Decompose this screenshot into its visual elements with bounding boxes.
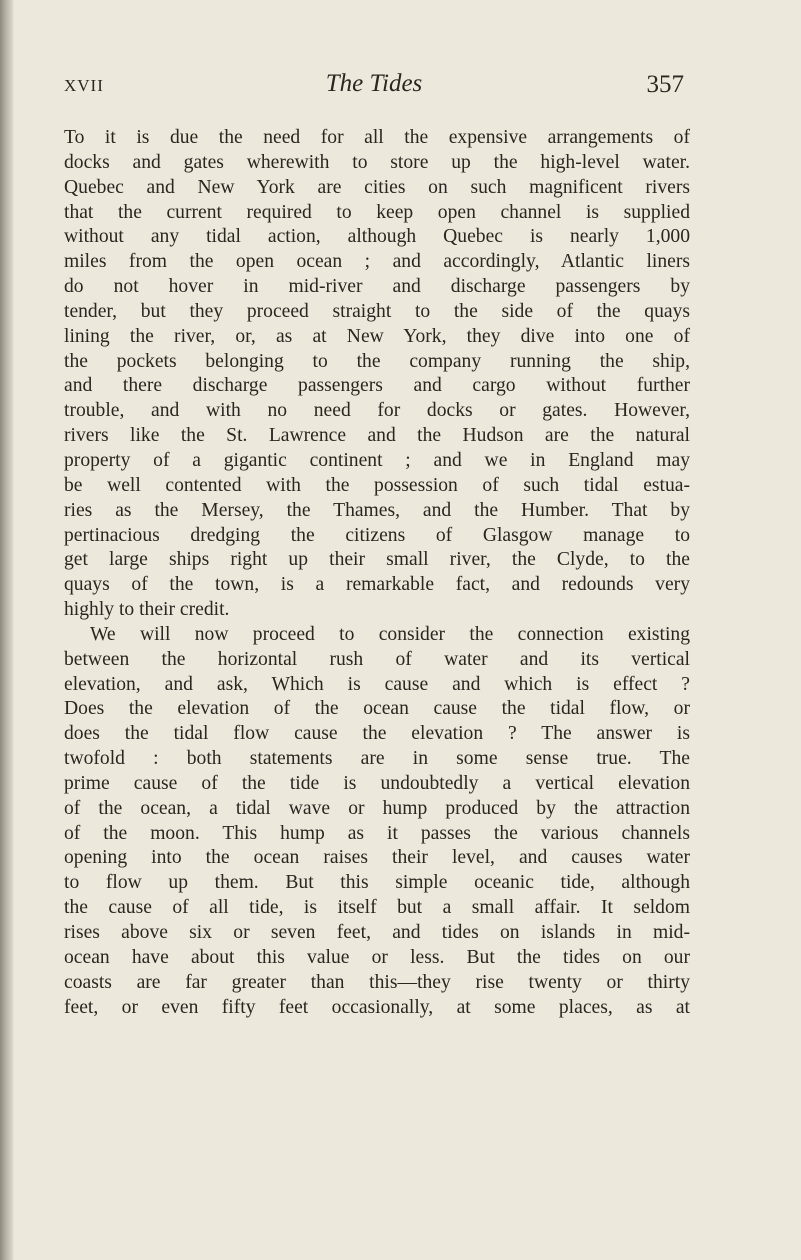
text-line: elevation, and ask, Which is cause and which is effect ? xyxy=(64,673,690,695)
text-line: pertinacious dredging the citizens of Glasgow manage to xyxy=(64,524,690,546)
text-line: ocean have about this value or less. But the tides on our xyxy=(64,946,690,968)
text-line: highly to their credit. xyxy=(64,599,230,621)
text-line: trouble, and with no need for docks or gates. However, xyxy=(64,400,690,422)
text-line: opening into the ocean raises their level, and causes water xyxy=(64,847,690,869)
paragraph xyxy=(64,623,690,1021)
running-header xyxy=(64,70,684,104)
text-line: Does the elevation of the ocean cause the tidal flow, or xyxy=(64,698,690,720)
text-line: does the tidal flow cause the elevation ? The answer is xyxy=(64,723,690,745)
text-line: the pockets belonging to the company running the ship, xyxy=(64,350,690,372)
text-line: miles from the open ocean ; and accordingly, Atlantic liners xyxy=(64,251,690,273)
running-title: The Tides xyxy=(325,70,423,97)
text-line: tender, but they proceed straight to the side of the quays xyxy=(64,300,690,322)
text-line: rivers like the St. Lawrence and the Hudson are the natural xyxy=(64,425,690,447)
text-line: that the current required to keep open channel is supplied xyxy=(64,201,690,223)
text-line: do not hover in mid-river and discharge passengers by xyxy=(64,276,690,298)
text-line: feet, or even fifty feet occasionally, at some places, as at xyxy=(64,996,690,1018)
body-text xyxy=(64,126,690,1020)
paragraph xyxy=(64,126,690,623)
text-line: property of a gigantic continent ; and we in England may xyxy=(64,449,690,471)
page-number: 357 xyxy=(646,71,684,98)
text-line: and there discharge passengers and cargo without further xyxy=(64,375,690,397)
text-line: We will now proceed to consider the connection existing xyxy=(90,623,690,645)
text-line: docks and gates wherewith to store up the high-level water. xyxy=(64,151,690,173)
text-line: of the moon. This hump as it passes the various channels xyxy=(64,822,690,844)
text-line: lining the river, or, as at New York, they dive into one of xyxy=(64,325,690,347)
text-line: without any tidal action, although Quebec is nearly 1,000 xyxy=(64,226,690,248)
text-line: Quebec and New York are cities on such magnificent rivers xyxy=(64,176,690,198)
text-line: To it is due the need for all the expensive arrangements of xyxy=(64,127,690,148)
text-line: ries as the Mersey, the Thames, and the Humber. That by xyxy=(64,499,690,521)
page-gutter-shadow xyxy=(0,0,14,1260)
text-line: twofold : both statements are in some sense true. The xyxy=(64,748,690,770)
chapter-number: XVII xyxy=(64,76,104,95)
text-line: between the horizontal rush of water and its vertical xyxy=(64,648,690,670)
text-line: to flow up them. But this simple oceanic tide, although xyxy=(64,872,690,894)
text-line: get large ships right up their small river, the Clyde, to the xyxy=(64,549,690,571)
text-line: rises above six or seven feet, and tides on islands in mid- xyxy=(64,922,690,943)
text-line: coasts are far greater than this—they rise twenty or thirty xyxy=(64,971,690,993)
text-line: of the ocean, a tidal wave or hump produced by the attraction xyxy=(64,797,690,819)
text-line: quays of the town, is a remarkable fact, and redounds very xyxy=(64,574,690,596)
text-line: prime cause of the tide is undoubtedly a vertical elevation xyxy=(64,772,690,794)
text-line: the cause of all tide, is itself but a small affair. It seldom xyxy=(64,897,690,919)
text-line: be well contented with the possession of such tidal estua- xyxy=(64,474,690,496)
